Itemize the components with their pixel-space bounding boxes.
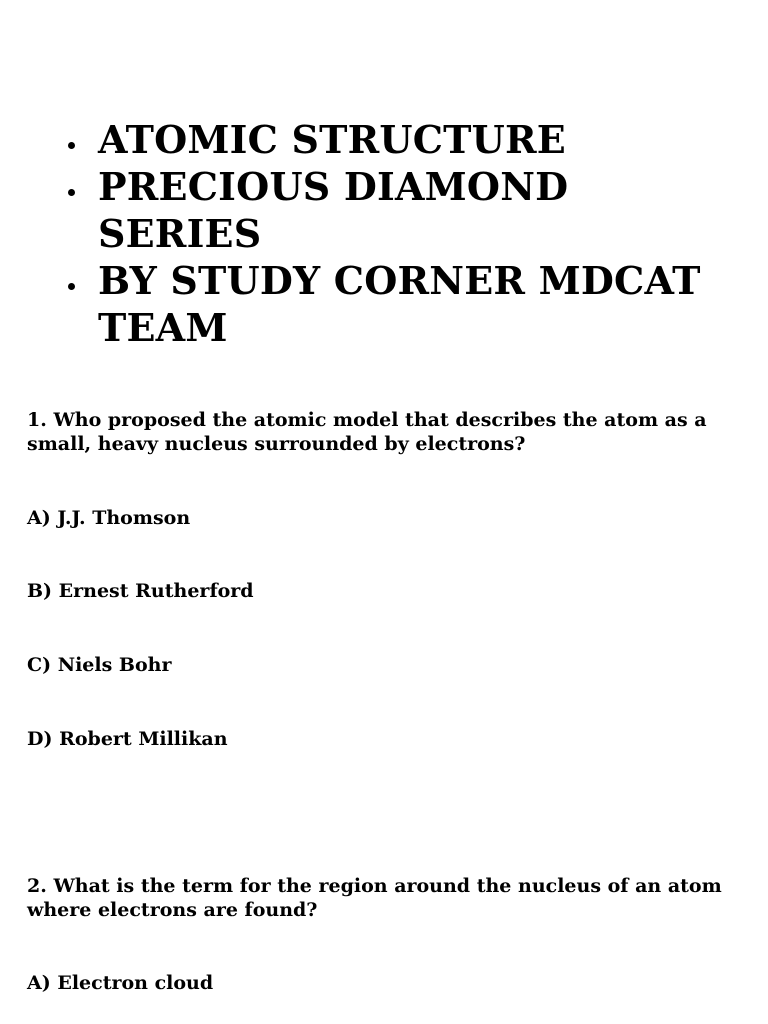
title-item-author [64, 257, 744, 351]
bullet-icon [68, 142, 75, 149]
title-bullet-list [64, 116, 744, 351]
question-1-option-c: C) Niels Bohr [27, 654, 172, 676]
question-1-text: 1. Who proposed the atomic model that describes the atom as a small, heavy nucleus surrounded by electrons? [27, 409, 707, 455]
title-text: BY STUDY CORNER MDCAT TEAM [98, 258, 701, 350]
title-text: ATOMIC STRUCTURE [98, 117, 566, 162]
bullet-icon [68, 189, 75, 196]
bullet-icon [68, 283, 75, 290]
title-item-series [64, 163, 744, 257]
title-text: PRECIOUS DIAMOND SERIES [98, 164, 569, 256]
question-1-option-a: A) J.J. Thomson [27, 507, 191, 529]
title-item-topic [64, 116, 744, 163]
question-1-option-d: D) Robert Millikan [27, 728, 228, 750]
question-2-option-a: A) Electron cloud [27, 972, 214, 994]
question-1-option-b: B) Ernest Rutherford [27, 580, 254, 602]
question-2-text: 2. What is the term for the region around the nucleus of an atom where electrons are found? [27, 875, 722, 921]
